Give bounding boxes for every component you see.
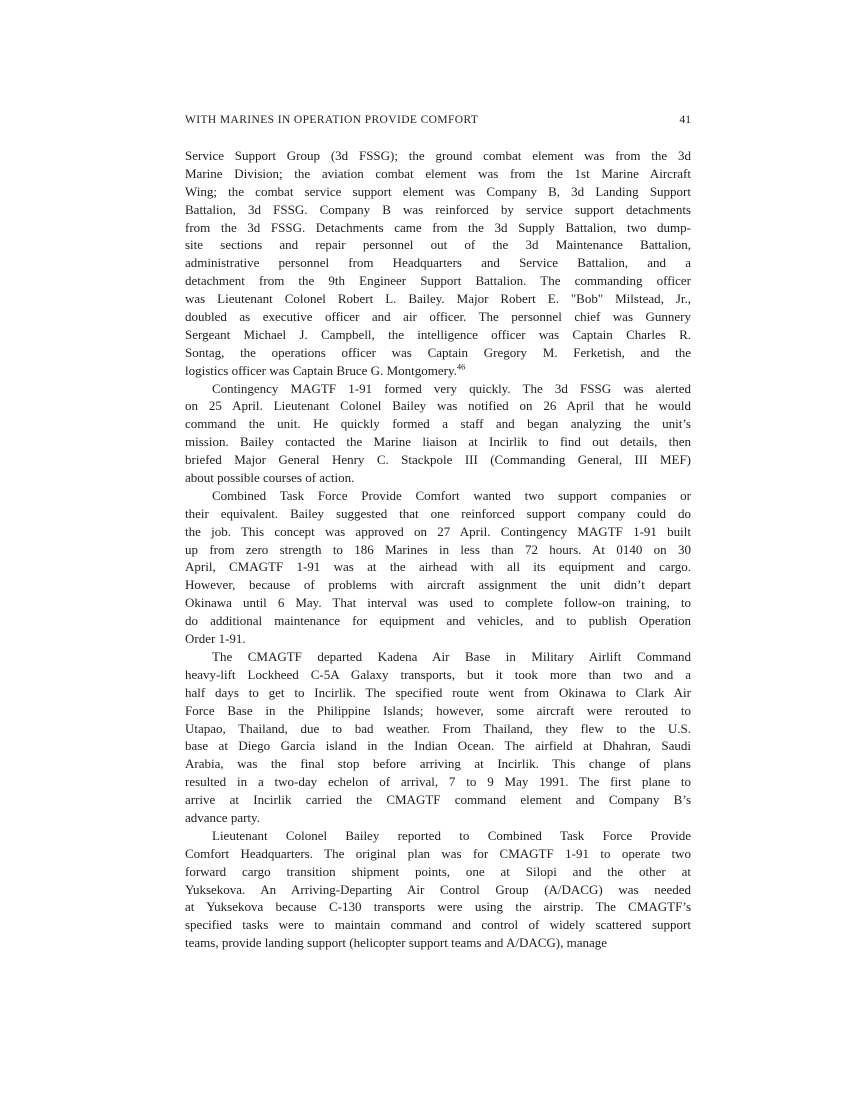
text-line: was Lieutenant Colonel Robert L. Bailey. Major Robert E. "Bob" Milstead, Jr., <box>185 291 691 307</box>
text-line: specified tasks were to maintain command and control of widely scattered support <box>185 917 691 933</box>
text-line: Sontag, the operations officer was Captain Gregory M. Ferketish, and the <box>185 344 691 360</box>
page-header <box>185 114 691 126</box>
text-line: Okinawa until 6 May. That interval was used to complete follow-on training, to <box>185 595 691 611</box>
text-line: detachment from the 9th Engineer Support Battalion. The commanding officer <box>185 273 691 289</box>
running-head: WITH MARINES IN OPERATION PROVIDE COMFORT <box>185 114 479 126</box>
text-line: Order 1-91. <box>185 631 246 647</box>
text-line: site sections and repair personnel out of the 3d Maintenance Battalion, <box>185 237 691 253</box>
text-line: Battalion, 3d FSSG. Company B was reinforced by service support detachments <box>185 201 691 217</box>
text-line: Sergeant Michael J. Campbell, the intelligence officer was Captain Charles R. <box>185 326 691 342</box>
text-line: mission. Bailey contacted the Marine liaison at Incirlik to find out details, then <box>185 434 691 450</box>
text-line: Comfort Headquarters. The original plan was for CMAGTF 1-91 to operate two <box>185 845 691 861</box>
text-line: advance party. <box>185 809 260 825</box>
text-line: teams, provide landing support (helicopter support teams and A/DACG), manage <box>185 935 608 951</box>
text-line: briefed Major General Henry C. Stackpole III (Commanding General, III MEF) <box>185 452 691 468</box>
text-line: Service Support Group (3d FSSG); the ground combat element was from the 3d <box>185 148 691 163</box>
paragraph <box>185 380 691 487</box>
text-line: base at Diego Garcia island in the Indian Ocean. The airfield at Dhahran, Saudi <box>185 738 691 754</box>
text-line: Marine Division; the aviation combat element was from the 1st Marine Aircraft <box>185 165 691 181</box>
body-text <box>185 147 691 952</box>
text-line: administrative personnel from Headquarters and Service Battalion, and a <box>185 255 691 271</box>
text-line: April, CMAGTF 1-91 was at the airhead with all its equipment and cargo. <box>185 559 691 575</box>
text-line: half days to get to Incirlik. The specified route went from Okinawa to Clark Air <box>185 684 691 700</box>
text-line: logistics officer was Captain Bruce G. Montgomery.$^{46}$ <box>185 361 466 378</box>
text-line: their equivalent. Bailey suggested that one reinforced support company could do <box>185 505 691 521</box>
page-number: 41 <box>679 114 691 126</box>
paragraph <box>185 147 691 380</box>
text-line: arrive at Incirlik carried the CMAGTF command element and Company B’s <box>185 792 691 808</box>
paragraph <box>185 827 691 952</box>
text-line: Arabia, was the final stop before arriving at Incirlik. This change of plans <box>185 756 691 772</box>
text-line: doubled as executive officer and air officer. The personnel chief was Gunnery <box>185 309 691 325</box>
text-line: The CMAGTF departed Kadena Air Base in Military Airlift Command <box>212 648 691 664</box>
text-line: up from zero strength to 186 Marines in less than 72 hours. At 0140 on 30 <box>185 541 691 557</box>
text-line: Force Base in the Philippine Islands; however, some aircraft were rerouted to <box>185 702 691 718</box>
text-line: heavy-lift Lockheed C-5A Galaxy transports, but it took more than two and a <box>185 666 691 682</box>
text-line: about possible courses of action. <box>185 470 355 486</box>
paragraph <box>185 648 691 827</box>
footnote-marker: 46 <box>456 361 466 372</box>
text-line: forward cargo transition shipment points, one at Silopi and the other at <box>185 863 691 879</box>
text-line: Yuksekova. An Arriving-Departing Air Control Group (A/DACG) was needed <box>185 881 691 897</box>
text-line: Wing; the combat service support element was Company B, 3d Landing Support <box>185 183 691 199</box>
text-line: on 25 April. Lieutenant Colonel Bailey was notified on 26 April that he would <box>185 398 691 414</box>
text-line: Contingency MAGTF 1-91 formed very quickly. The 3d FSSG was alerted <box>212 380 691 396</box>
text-line: do additional maintenance for equipment and vehicles, and to publish Operation <box>185 613 691 629</box>
text-line: resulted in a two-day echelon of arrival, 7 to 9 May 1991. The first plane to <box>185 774 691 790</box>
text-line: from the 3d FSSG. Detachments came from the 3d Supply Battalion, two dump- <box>185 219 691 235</box>
paragraph <box>185 487 691 648</box>
text-line: command the unit. He quickly formed a staff and began analyzing the unit’s <box>185 416 691 432</box>
text-line: Combined Task Force Provide Comfort wanted two support companies or <box>212 487 691 503</box>
text-line: However, because of problems with aircraft assignment the unit didn’t depart <box>185 577 691 593</box>
text-line: Utapao, Thailand, due to bad weather. From Thailand, they flew to the U.S. <box>185 720 691 736</box>
text-line: the job. This concept was approved on 27 April. Contingency MAGTF 1-91 built <box>185 523 691 539</box>
text-line: Lieutenant Colonel Bailey reported to Combined Task Force Provide <box>212 827 691 843</box>
text-line: at Yuksekova because C-130 transports were using the airstrip. The CMAGTF’s <box>185 899 691 915</box>
